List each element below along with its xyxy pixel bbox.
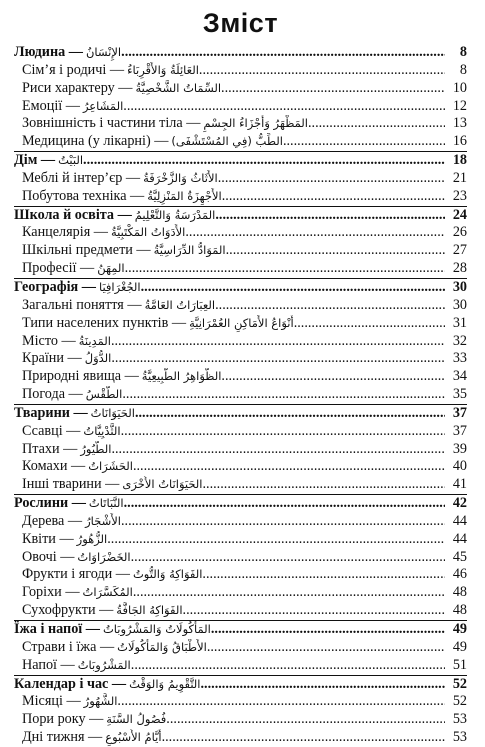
toc-entry-label: Медицина (у лікарні) — bbox=[22, 133, 169, 150]
toc-subsection-row bbox=[14, 711, 467, 729]
toc-entry-text bbox=[14, 133, 445, 151]
toc-subsection-row bbox=[14, 513, 467, 531]
toc-subsection-row bbox=[14, 170, 467, 188]
toc-entry-text bbox=[14, 152, 445, 170]
toc-entry-arabic: المِهَنُ bbox=[97, 261, 125, 276]
toc-page-number: 52 bbox=[452, 693, 467, 710]
toc-subsection-row bbox=[14, 260, 467, 278]
toc-entry-text bbox=[14, 80, 445, 98]
toc-page-number: 32 bbox=[452, 332, 467, 349]
toc-entry-label: Школа й освіта — bbox=[14, 206, 132, 223]
toc-page-number: 46 bbox=[452, 566, 467, 583]
toc-subsection-row bbox=[14, 602, 467, 620]
toc-entry-label: Птахи — bbox=[22, 440, 78, 457]
toc-subsection-row bbox=[14, 693, 467, 711]
toc-page-number: 27 bbox=[452, 242, 467, 259]
toc-entry-arabic: المَظْهَرُ وَأَجْزَاءُ الجِسْمِ bbox=[203, 116, 308, 131]
toc-entry-label: Природні явища — bbox=[22, 368, 139, 385]
toc-entry-arabic: الطِّبُّ (فِي المُسْتَشْفَى) bbox=[171, 134, 283, 149]
toc-entry-text bbox=[14, 693, 445, 711]
toc-entry-arabic: الحَيَوَانَاتُ bbox=[90, 405, 135, 420]
toc-section-row bbox=[14, 620, 467, 639]
toc-entry-label: Ссавці — bbox=[22, 422, 81, 439]
toc-entry-arabic: البَيْتُ bbox=[58, 153, 84, 168]
toc-entry-text bbox=[14, 584, 445, 602]
toc-entry-label: Горіхи — bbox=[22, 584, 80, 601]
toc-entry-arabic: الظَّوَاهِرُ الطَّبِيعِيَّةُ bbox=[141, 369, 222, 384]
toc-entry-arabic: المَشْرُوبَاتُ bbox=[77, 657, 131, 672]
toc-subsection-row bbox=[14, 133, 467, 151]
toc-page-number: 37 bbox=[452, 422, 467, 439]
toc-subsection-row bbox=[14, 315, 467, 333]
toc-entry-arabic: العَائِلَةُ وَالأَقْرِبَاءُ bbox=[127, 62, 199, 77]
toc-section-row bbox=[14, 494, 467, 513]
toc-subsection-row bbox=[14, 729, 467, 747]
toc-entry-text bbox=[14, 476, 445, 494]
toc-entry-arabic: الفَوَاكِهُ وَالتُّوتُ bbox=[132, 567, 203, 582]
toc-entry-label: Календар і час — bbox=[14, 675, 127, 692]
toc-page-number: 49 bbox=[452, 638, 467, 655]
toc-subsection-row bbox=[14, 386, 467, 404]
toc-entry-label: Пори року — bbox=[22, 711, 104, 728]
toc-entry-label: Риси характеру — bbox=[22, 79, 133, 96]
toc-entry-label: Інші тварини — bbox=[22, 476, 120, 493]
toc-section-row bbox=[14, 675, 467, 694]
toc-entry-text bbox=[14, 549, 445, 567]
toc-entry-text bbox=[14, 224, 445, 242]
toc-section-row bbox=[14, 278, 467, 297]
toc-subsection-row bbox=[14, 441, 467, 459]
toc-entry-arabic: الشُّهُورُ bbox=[83, 694, 118, 709]
toc-page-number: 12 bbox=[452, 97, 467, 114]
toc-entry-arabic: العِبَارَاتُ العَامَّةُ bbox=[144, 297, 216, 312]
toc-entry-label: Побутова техніка — bbox=[22, 187, 145, 204]
toc-subsection-row bbox=[14, 115, 467, 133]
toc-entry-label: Страви і їжа — bbox=[22, 638, 115, 655]
toc-entry-text bbox=[14, 657, 445, 675]
toc-page-number: 40 bbox=[452, 458, 467, 475]
toc-page-number: 48 bbox=[452, 602, 467, 619]
toc-page-number: 45 bbox=[452, 548, 467, 565]
toc-page-number: 42 bbox=[452, 495, 467, 512]
toc-entry-label: Типи населених пунктів — bbox=[22, 314, 187, 331]
toc-page-number: 51 bbox=[452, 656, 467, 673]
table-of-contents bbox=[14, 44, 467, 747]
toc-entry-arabic: المَأْكُولَاتُ وَالمَشْرُوبَاتُ bbox=[102, 622, 211, 636]
toc-entry-label: Зовнішність і частини тіла — bbox=[22, 115, 201, 132]
toc-subsection-row bbox=[14, 297, 467, 315]
toc-entry-text bbox=[14, 297, 445, 315]
toc-entry-label: Тварини — bbox=[14, 404, 88, 421]
toc-subsection-row bbox=[14, 98, 467, 116]
toc-entry-text bbox=[14, 405, 445, 423]
toc-entry-text bbox=[14, 260, 445, 278]
toc-entry-arabic: المَشَاعِرُ bbox=[82, 98, 124, 113]
toc-entry-arabic: الطُّيُورُ bbox=[80, 441, 112, 456]
toc-entry-label: Місто — bbox=[22, 332, 76, 349]
toc-subsection-row bbox=[14, 458, 467, 476]
toc-subsection-row bbox=[14, 242, 467, 260]
toc-subsection-row bbox=[14, 566, 467, 584]
toc-entry-text bbox=[14, 513, 445, 531]
toc-entry-arabic: الأَطْبَاقُ وَالمَأْكُولَاتُ bbox=[117, 639, 207, 654]
toc-page-number: 49 bbox=[452, 621, 467, 637]
toc-page-number: 44 bbox=[452, 530, 467, 547]
toc-page-number: 10 bbox=[452, 79, 467, 96]
toc-subsection-row bbox=[14, 639, 467, 657]
toc-page-number: 44 bbox=[452, 512, 467, 529]
toc-subsection-row bbox=[14, 350, 467, 368]
toc-page-number: 35 bbox=[452, 386, 467, 403]
toc-entry-text bbox=[14, 729, 445, 747]
toc-entry-label: Дім — bbox=[14, 152, 56, 169]
toc-entry-text bbox=[14, 333, 445, 351]
toc-entry-text bbox=[14, 458, 445, 476]
toc-subsection-row bbox=[14, 333, 467, 351]
toc-entry-arabic: الطَّقْسُ bbox=[85, 387, 123, 402]
toc-page-number: 48 bbox=[452, 584, 467, 601]
toc-page-number: 28 bbox=[452, 260, 467, 277]
toc-entry-text bbox=[14, 602, 445, 620]
toc-entry-label: Канцелярія — bbox=[22, 224, 108, 241]
toc-entry-arabic: الزُّهُورُ bbox=[76, 531, 108, 546]
page-title: Зміст bbox=[202, 8, 279, 38]
toc-entry-text bbox=[14, 495, 445, 513]
toc-entry-label: Комахи — bbox=[22, 458, 86, 475]
toc-entry-label: Їжа і напої — bbox=[14, 621, 100, 637]
toc-entry-label: Шкільні предмети — bbox=[22, 242, 151, 259]
toc-subsection-row bbox=[14, 224, 467, 242]
toc-subsection-row bbox=[14, 476, 467, 494]
toc-entry-label: Місяці — bbox=[22, 693, 81, 710]
toc-entry-arabic: الأَثَاثُ وَالزَّخْرَفَةُ bbox=[143, 170, 218, 185]
toc-subsection-row bbox=[14, 368, 467, 386]
toc-entry-text bbox=[14, 441, 445, 459]
toc-entry-arabic: المُكَسَّرَاتُ bbox=[82, 585, 133, 600]
toc-section-row bbox=[14, 404, 467, 423]
toc-entry-label: Овочі — bbox=[22, 548, 75, 565]
toc-entry-text bbox=[14, 423, 445, 441]
toc-section-row bbox=[14, 44, 467, 62]
toc-entry-label: Сім’я і родичі — bbox=[22, 61, 125, 78]
toc-entry-arabic: المَدْرَسَةُ وَالتَّعْلِيمُ bbox=[134, 207, 216, 222]
toc-entry-arabic: السِّمَاتُ الشَّخْصِيَّةُ bbox=[135, 80, 222, 95]
toc-entry-text bbox=[14, 639, 445, 657]
toc-entry-label: Людина — bbox=[14, 44, 83, 60]
toc-page-number: 39 bbox=[452, 440, 467, 457]
toc-entry-text bbox=[14, 242, 445, 260]
toc-entry-text bbox=[14, 170, 445, 188]
toc-page-number: 8 bbox=[459, 61, 467, 78]
toc-entry-arabic: الحَشَرَاتُ bbox=[88, 459, 133, 474]
toc-page-number: 52 bbox=[452, 675, 467, 692]
toc-subsection-row bbox=[14, 657, 467, 675]
toc-entry-arabic: النَّبَاتَاتُ bbox=[88, 496, 124, 511]
toc-entry-arabic: الإِنْسَانُ bbox=[85, 45, 122, 59]
toc-entry-text bbox=[14, 207, 445, 225]
toc-entry-arabic: المَوَادُّ الدِّرَاسِيَّةُ bbox=[153, 243, 226, 258]
toc-entry-label: Емоції — bbox=[22, 97, 80, 114]
toc-subsection-row bbox=[14, 188, 467, 206]
toc-entry-text bbox=[14, 188, 445, 206]
toc-entry-arabic: الأَدَوَاتُ المَكْتَبِيَّةُ bbox=[110, 225, 186, 240]
toc-entry-label: Професії — bbox=[22, 260, 95, 277]
toc-page-number: 18 bbox=[452, 152, 467, 169]
toc-entry-arabic: الأَجْهِزَةُ المَنْزِلِيَّةُ bbox=[147, 188, 222, 203]
toc-entry-arabic: فُصُولُ السَّنَةِ bbox=[106, 712, 167, 727]
toc-entry-arabic: الدُّوَلُ bbox=[84, 351, 112, 366]
toc-entry-label: Загальні поняття — bbox=[22, 296, 142, 313]
toc-subsection-row bbox=[14, 531, 467, 549]
toc-entry-arabic: الأَشْجَارُ bbox=[85, 513, 121, 528]
toc-entry-text bbox=[14, 115, 445, 133]
toc-entry-text bbox=[14, 315, 445, 333]
toc-entry-arabic: الخَضْرَاوَاتُ bbox=[77, 549, 131, 564]
toc-page-number: 21 bbox=[452, 169, 467, 186]
toc-page-number: 30 bbox=[452, 278, 467, 295]
toc-entry-text bbox=[14, 711, 445, 729]
toc-entry-arabic: الفَوَاكِهُ الجَافَّةُ bbox=[116, 603, 183, 618]
toc-subsection-row bbox=[14, 549, 467, 567]
toc-entry-label: Фрукти і ягоди — bbox=[22, 566, 130, 583]
toc-entry-arabic: الجُغْرَافِيَا bbox=[98, 279, 141, 294]
toc-entry-arabic: الحَيَوَانَاتُ الأُخْرَى bbox=[122, 477, 203, 492]
toc-entry-arabic: التَّقْوِيمُ وَالوَقْتُ bbox=[129, 676, 201, 691]
toc-page-number: 34 bbox=[452, 368, 467, 385]
toc-entry-text bbox=[14, 621, 445, 639]
toc-entry-label: Дні тижня — bbox=[22, 729, 103, 746]
toc-entry-text bbox=[14, 386, 445, 404]
toc-page-number: 33 bbox=[452, 350, 467, 367]
toc-page-number: 37 bbox=[452, 404, 467, 421]
toc-entry-text bbox=[14, 44, 445, 62]
toc-page-number: 24 bbox=[452, 206, 467, 223]
toc-entry-text bbox=[14, 279, 445, 297]
toc-entry-text bbox=[14, 98, 445, 116]
toc-entry-label: Географія — bbox=[14, 278, 96, 295]
toc-entry-arabic: أَيَّامُ الأُسْبُوعِ bbox=[105, 730, 162, 745]
toc-entry-label: Рослини — bbox=[14, 495, 86, 512]
toc-entry-label: Напої — bbox=[22, 656, 75, 673]
toc-entry-label: Меблі й інтер’єр — bbox=[22, 169, 141, 186]
toc-entry-label: Квіти — bbox=[22, 530, 74, 547]
toc-entry-text bbox=[14, 62, 445, 80]
toc-page-number: 8 bbox=[459, 44, 467, 60]
toc-entry-label: Дерева — bbox=[22, 512, 83, 529]
toc-entry-arabic: الثَّدْيِيَّاتُ bbox=[83, 423, 121, 438]
toc-subsection-row bbox=[14, 62, 467, 80]
toc-entry-arabic: المَدِينَةُ bbox=[78, 333, 111, 348]
toc-entry-label: Сухофрукти — bbox=[22, 602, 114, 619]
toc-entry-text bbox=[14, 350, 445, 368]
toc-entry-text bbox=[14, 676, 445, 694]
toc-entry-label: Погода — bbox=[22, 386, 83, 403]
toc-page-number: 53 bbox=[452, 729, 467, 746]
toc-entry-label: Країни — bbox=[22, 350, 82, 367]
toc-page-number: 23 bbox=[452, 187, 467, 204]
toc-page-number: 53 bbox=[452, 711, 467, 728]
toc-page-number: 16 bbox=[452, 133, 467, 150]
toc-subsection-row bbox=[14, 423, 467, 441]
toc-page-number: 13 bbox=[452, 115, 467, 132]
toc-entry-arabic: أَنْوَاعُ الأَمَاكِنِ العُمْرَانِيَّةِ bbox=[189, 315, 294, 330]
toc-section-row bbox=[14, 151, 467, 170]
toc-page-number: 26 bbox=[452, 224, 467, 241]
toc-page-number: 41 bbox=[452, 476, 467, 493]
toc-page-number: 30 bbox=[452, 296, 467, 313]
toc-page-number: 31 bbox=[452, 314, 467, 331]
toc-subsection-row bbox=[14, 80, 467, 98]
toc-entry-text bbox=[14, 368, 445, 386]
toc-section-row bbox=[14, 206, 467, 225]
toc-entry-text bbox=[14, 531, 445, 549]
toc-entry-text bbox=[14, 566, 445, 584]
toc-subsection-row bbox=[14, 584, 467, 602]
